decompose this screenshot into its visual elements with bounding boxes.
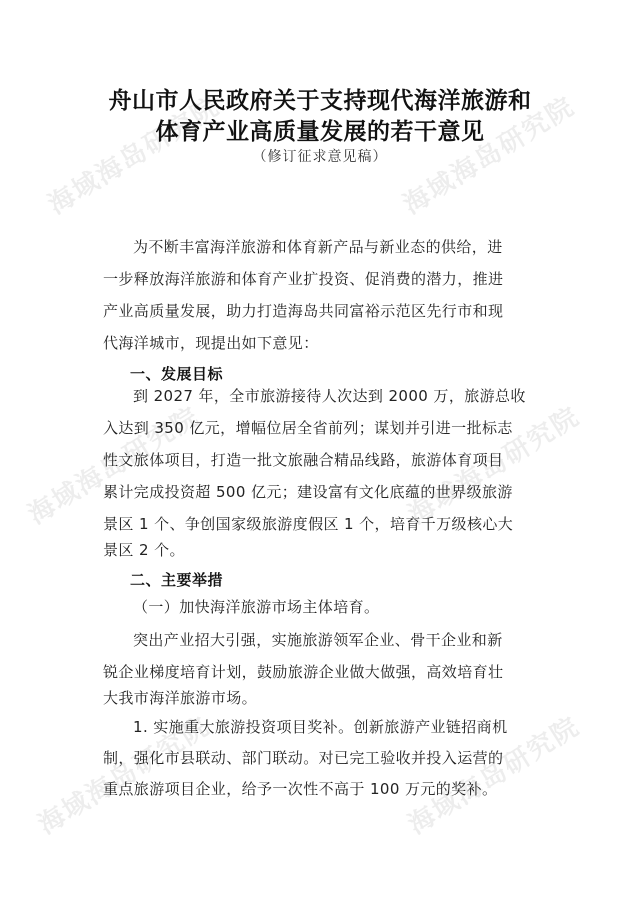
watermark-text: 海域海岛研究院 (403, 711, 586, 841)
section1-line: 性文旅体项目，打造一批文旅融合精品线路，旅游体育项目 (103, 451, 504, 469)
section2-para-line: 锐企业梯度培育计划，鼓励旅游企业做大做强，高效培育壮 (103, 663, 504, 681)
intro-line: 一步释放海洋旅游和体育产业扩投资、促消费的潜力，推进 (103, 270, 504, 288)
section2-item-line: 重点旅游项目企业，给予一次性不高于 100 万元的奖补。 (103, 780, 498, 798)
section1-line: 到 2027 年，全市旅游接待人次达到 2000 万，旅游总收 (133, 387, 526, 405)
watermark-text: 海域海岛研究院 (403, 401, 586, 531)
watermark-text: 海域海岛研究院 (33, 711, 216, 841)
document-title-line-2: 体育产业高质量发展的若干意见 (155, 118, 485, 145)
section-heading-measures: 二、主要举措 (130, 571, 224, 589)
section1-line: 累计完成投资超 500 亿元；建设富有文化底蕴的世界级旅游 (103, 483, 513, 501)
section1-line: 入达到 350 亿元，增幅位居全省前列；谋划并引进一批标志 (103, 419, 513, 437)
section2-para-line: 突出产业招大引强，实施旅游领军企业、骨干企业和新 (133, 631, 503, 649)
watermark-text: 海域海岛研究院 (43, 91, 226, 221)
intro-line: 为不断丰富海洋旅游和体育新产品与新业态的供给，进 (133, 238, 503, 256)
document-title-line-1: 舟山市人民政府关于支持现代海洋旅游和 (108, 87, 532, 114)
section2-item-line: 1. 实施重大旅游投资项目奖补。创新旅游产业链招商机 (133, 718, 508, 736)
section2-subheading: （一）加快海洋旅游市场主体培育。 (133, 598, 380, 616)
section2-item-line: 制，强化市县联动、部门联动。对已完工验收并投入运营的 (103, 749, 504, 767)
document-subtitle: （修订征求意见稿） (252, 149, 388, 165)
section2-para-line: 大我市海洋旅游市场。 (103, 689, 258, 707)
section1-line: 景区 2 个。 (103, 541, 185, 559)
intro-line: 代海洋城市，现提出如下意见： (103, 334, 319, 352)
watermark-text: 海域海岛研究院 (398, 91, 581, 221)
intro-line: 产业高质量发展，助力打造海岛共同富裕示范区先行市和现 (103, 302, 504, 320)
section-heading-goals: 一、发展目标 (130, 365, 224, 383)
watermark-text: 海域海岛研究院 (23, 401, 206, 531)
section1-line: 景区 1 个、争创国家级旅游度假区 1 个，培育千万级核心大 (103, 515, 514, 533)
